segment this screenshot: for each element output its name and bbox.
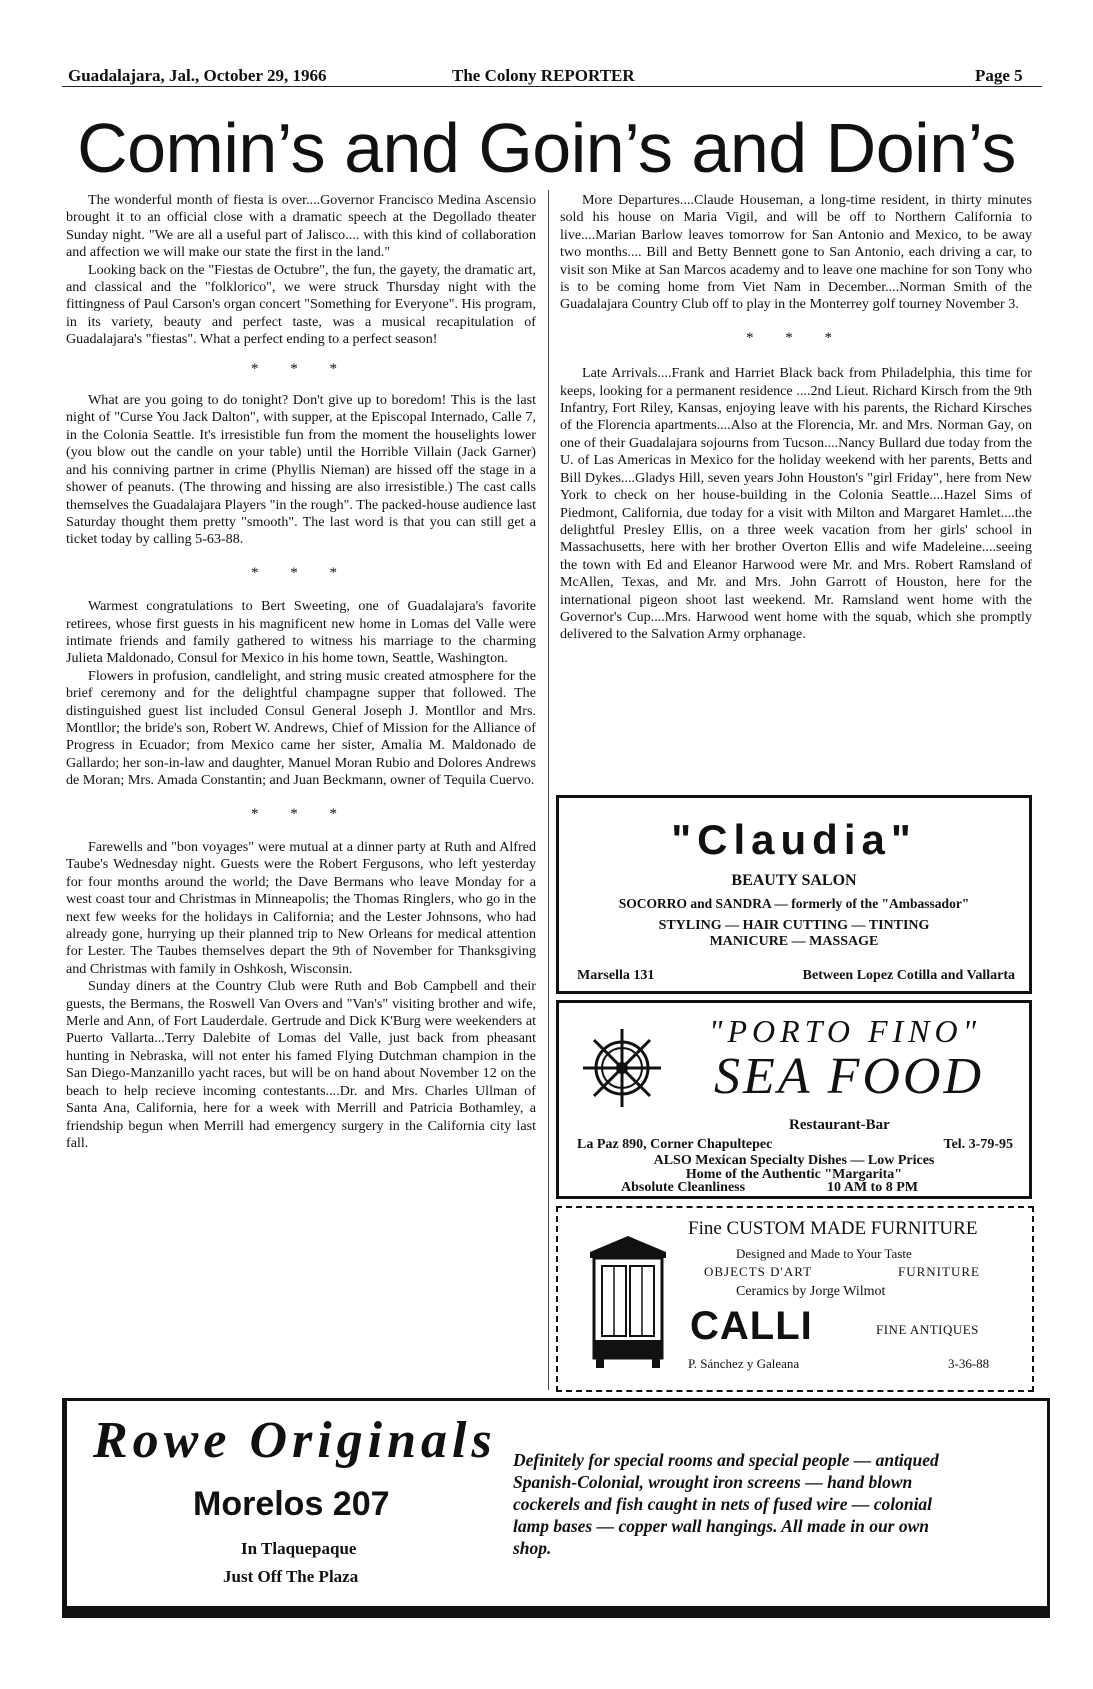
claudia-owners: SOCORRO and SANDRA — formerly of the "Ambassador" (618, 896, 970, 911)
portofino-specialty: ALSO Mexican Specialty Dishes — Low Prices (653, 1153, 935, 1168)
calli-phone: 3-36-88 (948, 1356, 990, 1371)
calli-furniture: FURNITURE (898, 1264, 980, 1279)
calli-antiques: FINE ANTIQUES (876, 1322, 979, 1337)
portofino-cleanliness: Absolute Cleanliness (621, 1180, 746, 1195)
article-paragraph: Sunday diners at the Country Club were Ruth and Bob Campbell and their guests, the Bermans, the Roswell Van Overs and "Van's" visiting brother and wife, Merle and Ann, of Fort Lauderdale. Gertrude and Dick K'Burg were weekenders at Puerto Vallarta...Terry Dalebite of Lomas del Valle, just back from pheasant hunting in Nebraska, will not enter his famed Flying Dutchman champion in the San Diego-Manzanillo yacht races, but will be on hand about November 12 on the beach to help recieve incoming contestants....Dr. and Mrs. Charles Ullman of Santa Ana, California, here for a week with Merrill and Patricia Bothamley, a friendship begun when Merrill had emergency surgery in the California city last fall. (66, 978, 536, 1151)
newspaper-name: The Colony REPORTER (452, 66, 635, 85)
page-title: Comin’s and Goin’s and Doin’s (77, 109, 1016, 187)
claudia-services: STYLING — HAIR CUTTING — TINTING (658, 918, 930, 933)
section-separator: * * * (251, 805, 351, 822)
claudia-services: MANICURE — MASSAGE (709, 934, 879, 949)
left-column (66, 192, 536, 1152)
article-paragraph: Late Arrivals....Frank and Harriet Black back from Philadelphia, this time for keeps, looking for a permanent residence ....2nd Lieut. Richard Kirsch from the 9th Infantry, Fort Riley, Kansas, enjoying leave with his parents, the Richard Kirsches of the Florencia apartments....Also at the Florencia, Mr. and Mrs. Norman Gay, on one of their Guadalajara sojourns from Tucson....Nancy Bullard due today from the U. of Las Americas in Mexico for the holiday weekend with her parents, Betts and Bill Dykes....Gladys Hill, seven years John Houston's "girl Friday", here from New York to check on her house-building in the Colonia Seattle....Hazel Sims of Piedmont, California, due today for a visit with Milton and Margaret Hamlet....the delightful Presley Ellis, on a three week vacation from her girls' school in Massachusetts, here with her brother Overton Ellis and wife Madeleine....seeing the town with Ed and Eleanor Harwood were Mr. and Mrs. Robert Ramsland of McAllen, Texas, and Mr. and Mrs. John Garrott of Houston, here for the international pigeon shoot last weekend. Mr. Ramsland went home with the Governor's Cup....Mrs. Harwood went home with the squab, which she promptly delivered to the Salvation Army orphanage. (560, 365, 1032, 643)
portofino-kind: Restaurant-Bar (789, 1117, 890, 1133)
colonial-cabinet-icon (580, 1230, 676, 1370)
claudia-address: Marsella 131 (577, 968, 655, 983)
portofino-margarita: Home of the Authentic "Margarita" (685, 1167, 903, 1182)
dateline: Guadalajara, Jal., October 29, 1966 (68, 66, 327, 85)
portofino-name: "PORTO FINO" (709, 1013, 982, 1049)
portofino-address: La Paz 890, Corner Chapultepec (577, 1137, 773, 1152)
portofino-tagline: SEA FOOD (714, 1048, 985, 1105)
calli-name: CALLI (690, 1304, 813, 1348)
rowe-description: Definitely for special rooms and special people — antiqued Spanish-Colonial, wrought iron screens — hand blown cockerels and fish caught in nets of fused wire — colonial lamp bases — copper wall hangings. All made in our own shop. (513, 1450, 939, 1558)
right-column (560, 192, 1032, 644)
article-paragraph: Farewells and "bon voyages" were mutual at a dinner party at Ruth and Alfred Taube's Wednesday night. Guests were the Robert Fergusons, who left yesterday for four months around the world; the Dave Bermans who leave Monday for a west coast tour and Christmas in Minneapolis; the Thomas Ringlers, who go in the next few weeks for the holidays in California; and the Lester Johnsons, who had already gone, hurrying up their planned trip to New Orleans for medical attention for Lester. The Taubes themselves depart the 9th of November for Thanksgiving and Christmas with family in Oshkosh, Wisconsin. (66, 839, 536, 977)
section-separator: * * * (251, 564, 351, 581)
rowe-ad (62, 1398, 1050, 1618)
header-rule (62, 86, 1042, 87)
article-paragraph: What are you going to do tonight? Don't give up to boredom! This is the last night of "Curse You Jack Dalton", with supper, at the Episcopal Internado, Calle 7, in the Colonia Seattle. It's irresistible fun from the moment the houselights lower (you blow out the candle on your table) until the Horrible Villain (Jack Garner) and his conniving partner in crime (Phyllis Nieman) are hissed off the stage in a shower of peanuts. (The throwing and hissing are also irresistible.) The cast calls themselves the Guadalajara Players "in the rough". The packed-house audience last Saturday thought them pretty "smooth". The last word is that you can still get a ticket today by calling 5-63-88. (66, 392, 536, 548)
portofino-ad (556, 1000, 1032, 1199)
claudia-type: BEAUTY SALON (731, 872, 857, 889)
article-paragraph: Flowers in profusion, candlelight, and string music created atmosphere for the brief ceremony and for the delightful champagne supper that followed. The distinguished guest list included Consul General Joseph J. Montllor and Mrs. Montllor; the bride's son, Robert W. Andrews, Chief of Mission for the Alliance of Progress in Ecuador; from Mexico came her sister, Amalia M. Maldonado de Gallardo; her son-in-law and daughter, Manuel Moran Rubio and Dolores Andrews de Moran; Mrs. Amada Constantin; and Juan Beckmann, owner of Tequila Cuervo. (66, 667, 536, 789)
claudia-name: "Claudia" (671, 816, 917, 863)
calli-objects: OBJECTS D'ART (704, 1264, 813, 1279)
calli-ad (556, 1206, 1034, 1392)
article-paragraph: The wonderful month of fiesta is over....Governor Francisco Medina Ascensio brought it to an official close with a dramatic speech at the Degollado theater Sunday night. "We are all a useful part of Jalisco.... with this kind of collaboration and affection we will make our state the first in the land." (66, 192, 536, 261)
portofino-phone: Tel. 3-79-95 (943, 1137, 1013, 1152)
rowe-street: Morelos 207 (193, 1485, 390, 1523)
page-number: Page 5 (975, 66, 1023, 85)
claudia-cross-streets: Between Lopez Cotilla and Vallarta (802, 968, 1015, 983)
ship-wheel-icon (579, 1025, 665, 1111)
article-paragraph: Warmest congratulations to Bert Sweeting, one of Guadalajara's favorite retirees, whose first guests in his magnificent new home in Lomas del Valle were intimate friends and family gathered to witness his marriage to the charming Julieta Maldonado, Consul for Mexico in his home town, Seattle, Washington. (66, 598, 536, 667)
rowe-name: Rowe Originals (93, 1412, 497, 1469)
section-separator: * * * (251, 360, 351, 377)
rowe-town: In Tlaquepaque (241, 1539, 357, 1558)
section-separator: * * * (746, 329, 846, 346)
calli-designed: Designed and Made to Your Taste (736, 1246, 912, 1261)
column-divider (548, 190, 549, 1390)
article-paragraph: More Departures....Claude Houseman, a long-time resident, in thirty minutes sold his house on Maria Vigil, and will be off to Northern California to live....Marian Barlow leaves tomorrow for San Antonio and Mexico, to be away two months.... Bill and Betty Bennett gone to San Antonio, each driving a car, to visit son Mike at San Marcos academy and to leave one machine for son Tony who is to be coming home from Viet Nam in December....Norman Smith of the Guadalajara Country Club off to play in the Monterrey golf tourney November 3. (560, 192, 1032, 313)
calli-ceramics: Ceramics by Jorge Wilmot (736, 1284, 886, 1299)
rowe-location: Just Off The Plaza (223, 1567, 359, 1586)
calli-headline: Fine CUSTOM MADE FURNITURE (688, 1218, 978, 1239)
claudia-ad (556, 795, 1032, 994)
portofino-hours: 10 AM to 8 PM (827, 1180, 918, 1195)
calli-address: P. Sánchez y Galeana (688, 1356, 800, 1371)
article-paragraph: Looking back on the "Fiestas de Octubre", the fun, the gayety, the dramatic art, and classical and the "folklorico", we were struck Thursday night with the fittingness of Paul Carson's organ concert "Something for Everyone". His program, in its variety, beauty and perfect taste, was a musical recapitulation of Guadalajara's "fiestas". What a perfect ending to a perfect season! (66, 261, 536, 348)
